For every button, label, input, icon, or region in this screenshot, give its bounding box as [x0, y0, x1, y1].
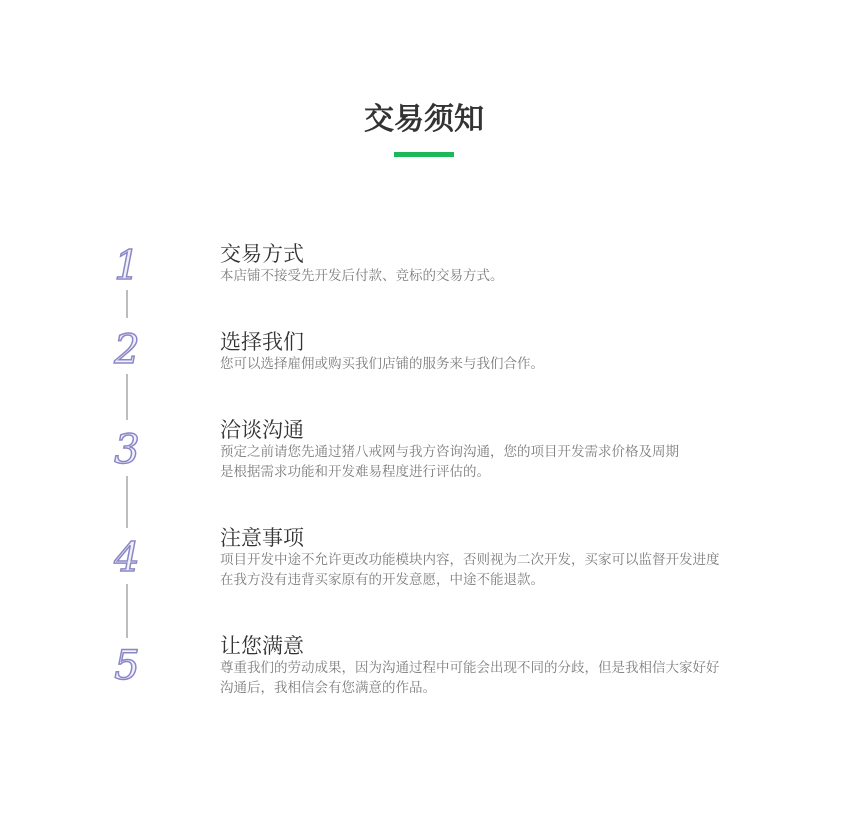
step-description-line: 本店铺不接受先开发后付款、竞标的交易方式。 — [220, 268, 504, 284]
step-description-line: 尊重我们的劳动成果，因为沟通过程中可能会出现不同的分歧，但是我相信大家好好 — [220, 660, 720, 676]
title-underline — [394, 152, 454, 157]
step-description-line: 项目开发中途不允许更改功能模块内容，否则视为二次开发，买家可以监督开发进度 — [220, 552, 720, 568]
step-description-line: 预定之前请您先通过猪八戒网与我方咨询沟通，您的项目开发需求价格及周期 — [220, 444, 679, 460]
step-description-line: 在我方没有违背买家原有的开发意愿，中途不能退款。 — [220, 572, 544, 588]
step-connector — [126, 374, 128, 420]
step-number-text: 3 — [114, 427, 140, 473]
step-number-text: 4 — [114, 535, 140, 581]
step-connector — [126, 476, 128, 528]
step-number-text: 1 — [114, 243, 140, 289]
step-number-2 — [108, 326, 146, 373]
step-description-line: 是根据需求功能和开发难易程度进行评估的。 — [220, 464, 490, 480]
step-number-4 — [108, 534, 146, 581]
step-number-text: 5 — [114, 643, 140, 689]
step-title: 洽谈沟通 — [220, 418, 304, 442]
step-title: 注意事项 — [220, 526, 304, 550]
step-number-1 — [108, 242, 146, 289]
page-title: 交易须知 — [364, 102, 484, 137]
step-description-line: 沟通后，我相信会有您满意的作品。 — [220, 680, 436, 696]
step-description-line: 您可以选择雇佣或购买我们店铺的服务来与我们合作。 — [220, 356, 544, 372]
step-number-5 — [108, 642, 146, 689]
step-connector — [126, 290, 128, 318]
step-title: 交易方式 — [220, 242, 304, 266]
step-number-3 — [108, 426, 146, 473]
step-connector — [126, 584, 128, 638]
step-title: 选择我们 — [220, 330, 304, 354]
step-number-text: 2 — [114, 327, 140, 373]
step-title: 让您满意 — [220, 634, 304, 658]
